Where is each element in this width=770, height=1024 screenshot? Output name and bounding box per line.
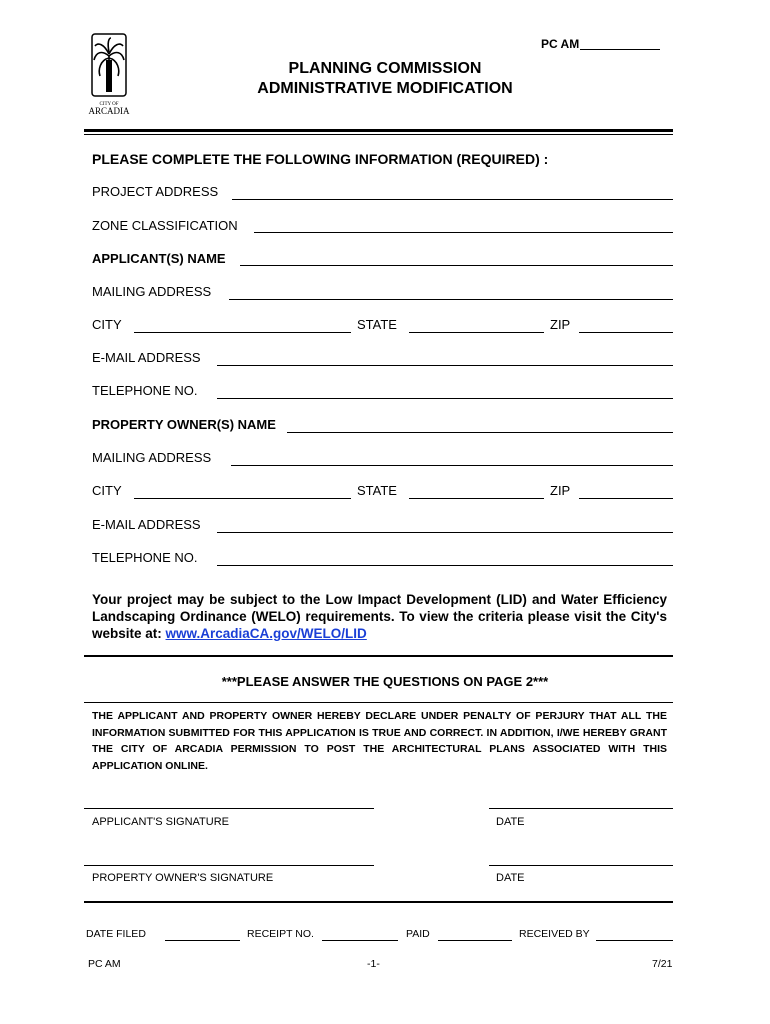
project-address-field[interactable] — [232, 199, 673, 200]
applicant-zip-label: ZIP — [550, 317, 571, 332]
logo-text: ARCADIA — [88, 106, 130, 116]
footer-date: 7/21 — [652, 958, 673, 970]
lid-notice — [92, 591, 667, 642]
applicant-city-field[interactable] — [134, 332, 351, 333]
page-title-line2: ADMINISTRATIVE MODIFICATION — [257, 80, 513, 97]
header-divider-thin — [84, 134, 673, 135]
owner-mailing-address-field[interactable] — [231, 465, 673, 466]
applicant-date-label: DATE — [496, 816, 525, 828]
pc-am-field[interactable] — [580, 49, 660, 50]
date-filed-field[interactable] — [165, 940, 240, 941]
declaration-divider — [84, 702, 673, 703]
owner-date-field[interactable] — [489, 865, 673, 866]
applicant-state-label: STATE — [357, 317, 397, 332]
page-title-line1: PLANNING COMMISSION — [288, 60, 482, 77]
owner-state-field[interactable] — [409, 498, 544, 499]
owner-email-field[interactable] — [217, 532, 673, 533]
applicant-zip-field[interactable] — [579, 332, 673, 333]
declaration-text: THE APPLICANT AND PROPERTY OWNER HEREBY DECLARE UNDER PENALTY OF PERJURY THAT ALL THE INFORMATION SUBMITTED FOR THIS APPLICATION IS TRUE AND CORRECT. IN ADDITION, I/WE HEREBY GRANT THE CITY OF ARCADIA PERMISSION TO POST THE ARCHITECTURAL PLANS ASSOCIATED WITH THIS APPLICATION ONLINE. — [92, 710, 667, 772]
section-heading: PLEASE COMPLETE THE FOLLOWING INFORMATION (REQUIRED) : — [92, 151, 549, 167]
received-by-label: RECEIVED BY — [519, 928, 590, 940]
owner-zip-field[interactable] — [579, 498, 673, 499]
receipt-no-field[interactable] — [322, 940, 398, 941]
owner-city-label: CITY — [92, 483, 122, 498]
owner-name-label: PROPERTY OWNER(S) NAME — [92, 417, 276, 432]
questions-notice: ***PLEASE ANSWER THE QUESTIONS ON PAGE 2*** — [221, 674, 549, 689]
paid-label: PAID — [406, 928, 430, 940]
pc-am-label: PC AM — [541, 37, 580, 51]
zone-classification-label: ZONE CLASSIFICATION — [92, 218, 238, 233]
applicant-telephone-label: TELEPHONE NO. — [92, 383, 198, 398]
paid-field[interactable] — [438, 940, 512, 941]
footer-left: PC AM — [88, 958, 121, 970]
owner-signature-label: PROPERTY OWNER'S SIGNATURE — [92, 872, 274, 884]
lid-notice-text: Your project may be subject to the Low Impact Development (LID) and Water Efficiency Landscaping Ordinance (WELO) requirements. To view the criteria please visit the City's website at: — [92, 592, 667, 641]
owner-city-field[interactable] — [134, 498, 351, 499]
zone-classification-field[interactable] — [254, 232, 673, 233]
owner-signature-field[interactable] — [84, 865, 374, 866]
project-address-label: PROJECT ADDRESS — [92, 184, 219, 199]
page-number: -1- — [367, 958, 380, 970]
logo-small-text: CITY OF — [99, 102, 119, 107]
lid-divider — [84, 655, 673, 657]
owner-telephone-field[interactable] — [217, 565, 673, 566]
header-divider — [84, 129, 673, 132]
applicant-city-label: CITY — [92, 317, 122, 332]
date-filed-label: DATE FILED — [86, 928, 146, 940]
applicant-name-label: APPLICANT(S) NAME — [92, 251, 226, 266]
applicant-signature-field[interactable] — [84, 808, 374, 809]
owner-mailing-address-label: MAILING ADDRESS — [92, 450, 212, 465]
owner-state-label: STATE — [357, 483, 397, 498]
applicant-state-field[interactable] — [409, 332, 544, 333]
applicant-name-field[interactable] — [240, 265, 673, 266]
receipt-no-label: RECEIPT NO. — [247, 928, 314, 940]
owner-name-field[interactable] — [287, 432, 673, 433]
owner-date-label: DATE — [496, 872, 525, 884]
applicant-date-field[interactable] — [489, 808, 673, 809]
applicant-email-field[interactable] — [217, 365, 673, 366]
received-by-field[interactable] — [596, 940, 673, 941]
applicant-signature-label: APPLICANT'S SIGNATURE — [92, 816, 229, 828]
applicant-email-label: E-MAIL ADDRESS — [92, 350, 201, 365]
owner-telephone-label: TELEPHONE NO. — [92, 550, 198, 565]
applicant-telephone-field[interactable] — [217, 398, 673, 399]
applicant-mailing-address-label: MAILING ADDRESS — [92, 284, 212, 299]
welo-lid-link[interactable]: www.ArcadiaCA.gov/WELO/LID — [165, 626, 367, 641]
owner-email-label: E-MAIL ADDRESS — [92, 517, 201, 532]
office-use-divider — [84, 901, 673, 903]
applicant-mailing-address-field[interactable] — [229, 299, 673, 300]
owner-zip-label: ZIP — [550, 483, 571, 498]
